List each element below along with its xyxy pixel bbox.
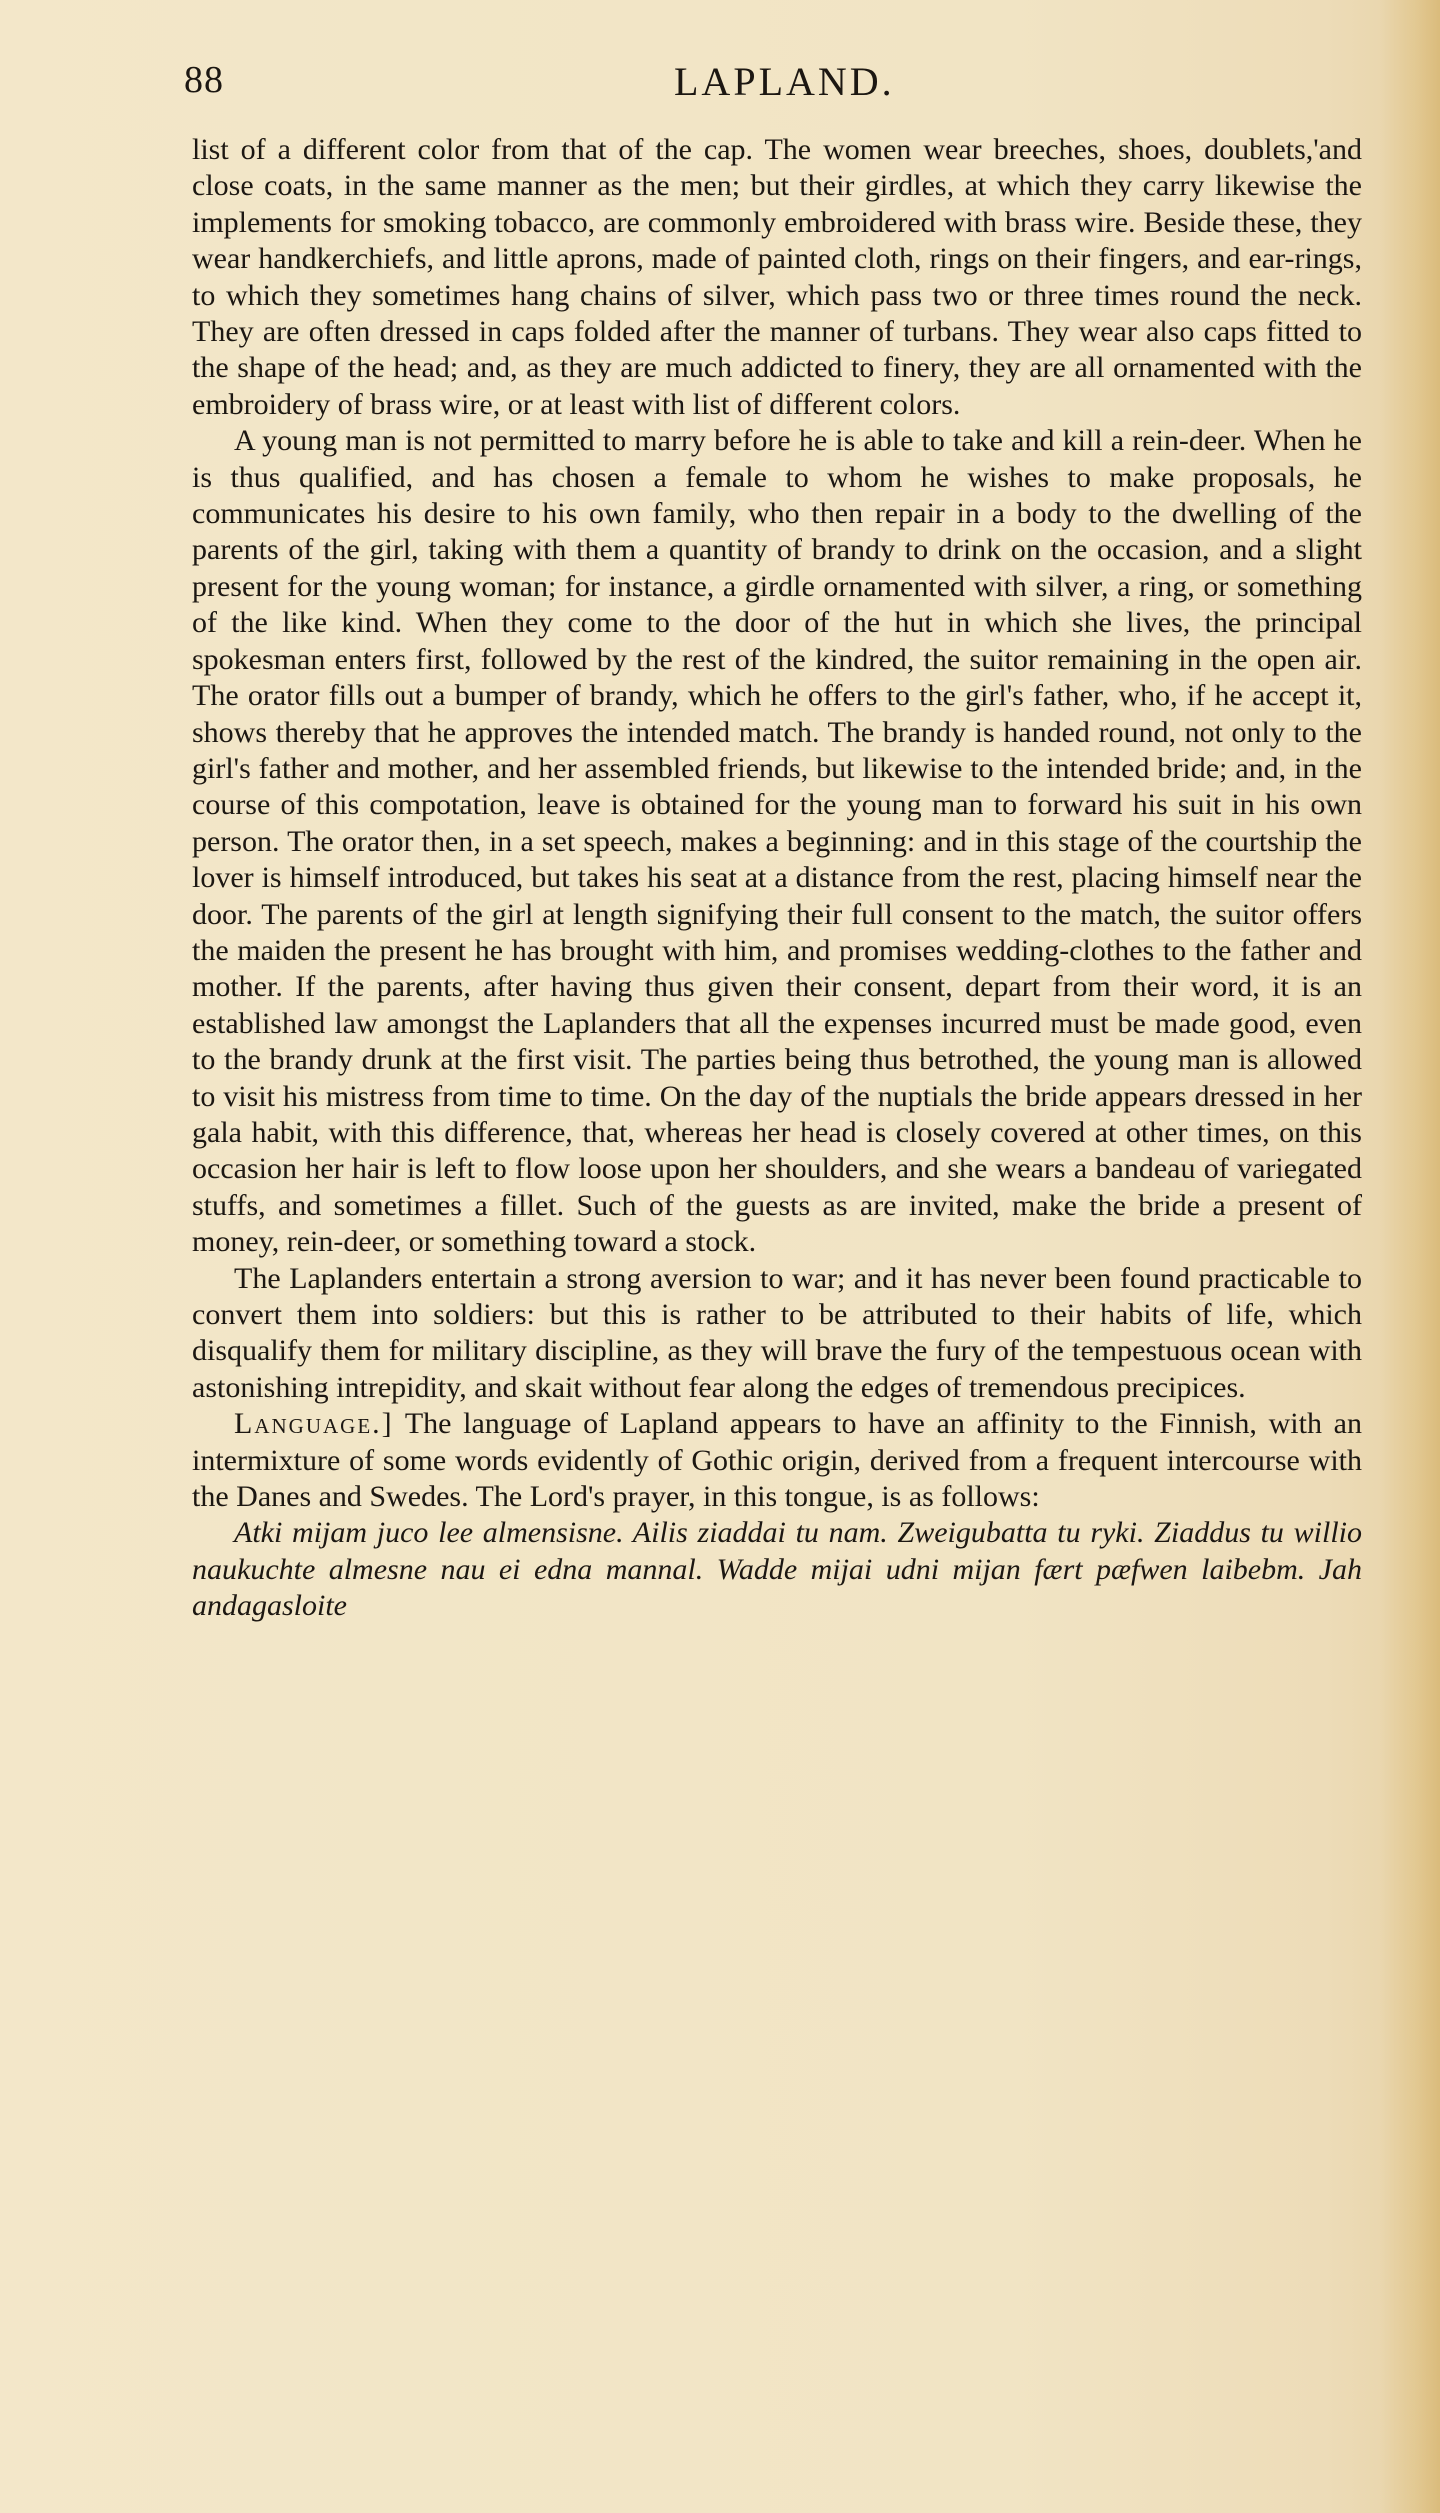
page-number: 88 (184, 59, 224, 101)
paragraph-dress: list of a different color from that of the cap. The women wear breeches, shoes, doublets,'and close coats, in the same manner as the men; but their girdles, at which they carry likewise the implements for smoking tobacco, are commonly embroidered with brass wire. Beside these, they wear handkerchiefs, and little aprons, made of painted cloth, rings on their fingers, and ear-rings, to which they sometimes hang chains of silver, which pass two or three times round the neck. They are often dressed in caps folded after the manner of turbans. They wear also caps fitted to the shape of the head; and, as they are much addicted to finery, they are all ornamented with the embroidery of brass wire, or at least with list of different colors. (192, 133, 1362, 421)
paragraph-marriage: A young man is not permitted to marry before he is able to take and kill a rein-deer. When he is thus qualified, and has chosen a female to whom he wishes to make proposals, he communicates his desire to his own family, who then repair in a body to the dwelling of the parents of the girl, taking with them a quantity of brandy to drink on the occasion, and a slight present for the young woman; for instance, a girdle ornamented with silver, a ring, or something of the like kind. When they come to the door of the hut in which she lives, the principal spokesman enters first, followed by the rest of the kindred, the suitor remaining in the open air. The orator fills out a bumper of brandy, which he offers to the girl's father, who, if he accept it, shows thereby that he approves the intended match. The brandy is handed round, not only to the girl's father and mother, and her assembled friends, but likewise to the intended bride; and, in the course of this compotation, leave is obtained for the young man to forward his suit in his own person. The orator then, in a set speech, makes a beginning: and in this stage of the courtship the lover is himself introduced, but takes his seat at a distance from the rest, placing himself near the door. The parents of the girl at length signifying their full consent to the match, the suitor offers the maiden the present he has brought with him, and promises wedding-clothes to the father and mother. If the parents, after having thus given their consent, depart from their word, it is an established law amongst the Laplanders that all the expenses incurred must be made good, even to the brandy drunk at the first visit. The parties being thus betrothed, the young man is allowed to visit his mistress from time to time. On the day of the nuptials the bride appears dressed in her gala habit, with this difference, that, whereas her head is closely covered at other times, on this occasion her hair is left to flow loose upon her shoulders, and she wears a bandeau of variegated stuffs, and sometimes a fillet. Such of the guests as are invited, make the bride a present of money, rein-deer, or something toward a stock. (192, 424, 1362, 1259)
page-header (184, 58, 1364, 118)
paragraph-language (192, 1406, 1362, 1515)
body-text (192, 132, 1362, 1625)
paragraph-war: The Laplanders entertain a strong aversion to war; and it has never been found practicable to convert them into soldiers: but this is rather to be attributed to their habits of life, which disqualify them for military discipline, as they will brave the fury of the tempestuous ocean with astonishing intrepidity, and skait without fear along the edges of tremendous precipices. (192, 1261, 1362, 1404)
running-head: LAPLAND. (674, 59, 895, 104)
lords-prayer-text: Atki mijam juco lee almensisne. Ailis ziaddai tu nam. Zweigubatta tu ryki. Ziaddus tu willio naukuchte almesne nau ei edna mannal. Wadde mijai udni mijan fært pæfwen laibebm. Jah andagasloite (192, 1516, 1362, 1623)
language-text: The language of Lapland appears to have an affinity to the Finnish, with an intermixture of some words evidently of Gothic origin, derived from a frequent intercourse with the Danes and Swedes. The Lord's prayer, in this tongue, is as follows: (192, 1407, 1362, 1514)
page-edge-shadow (1380, 0, 1440, 2513)
side-heading-language: Language.] (234, 1407, 394, 1441)
